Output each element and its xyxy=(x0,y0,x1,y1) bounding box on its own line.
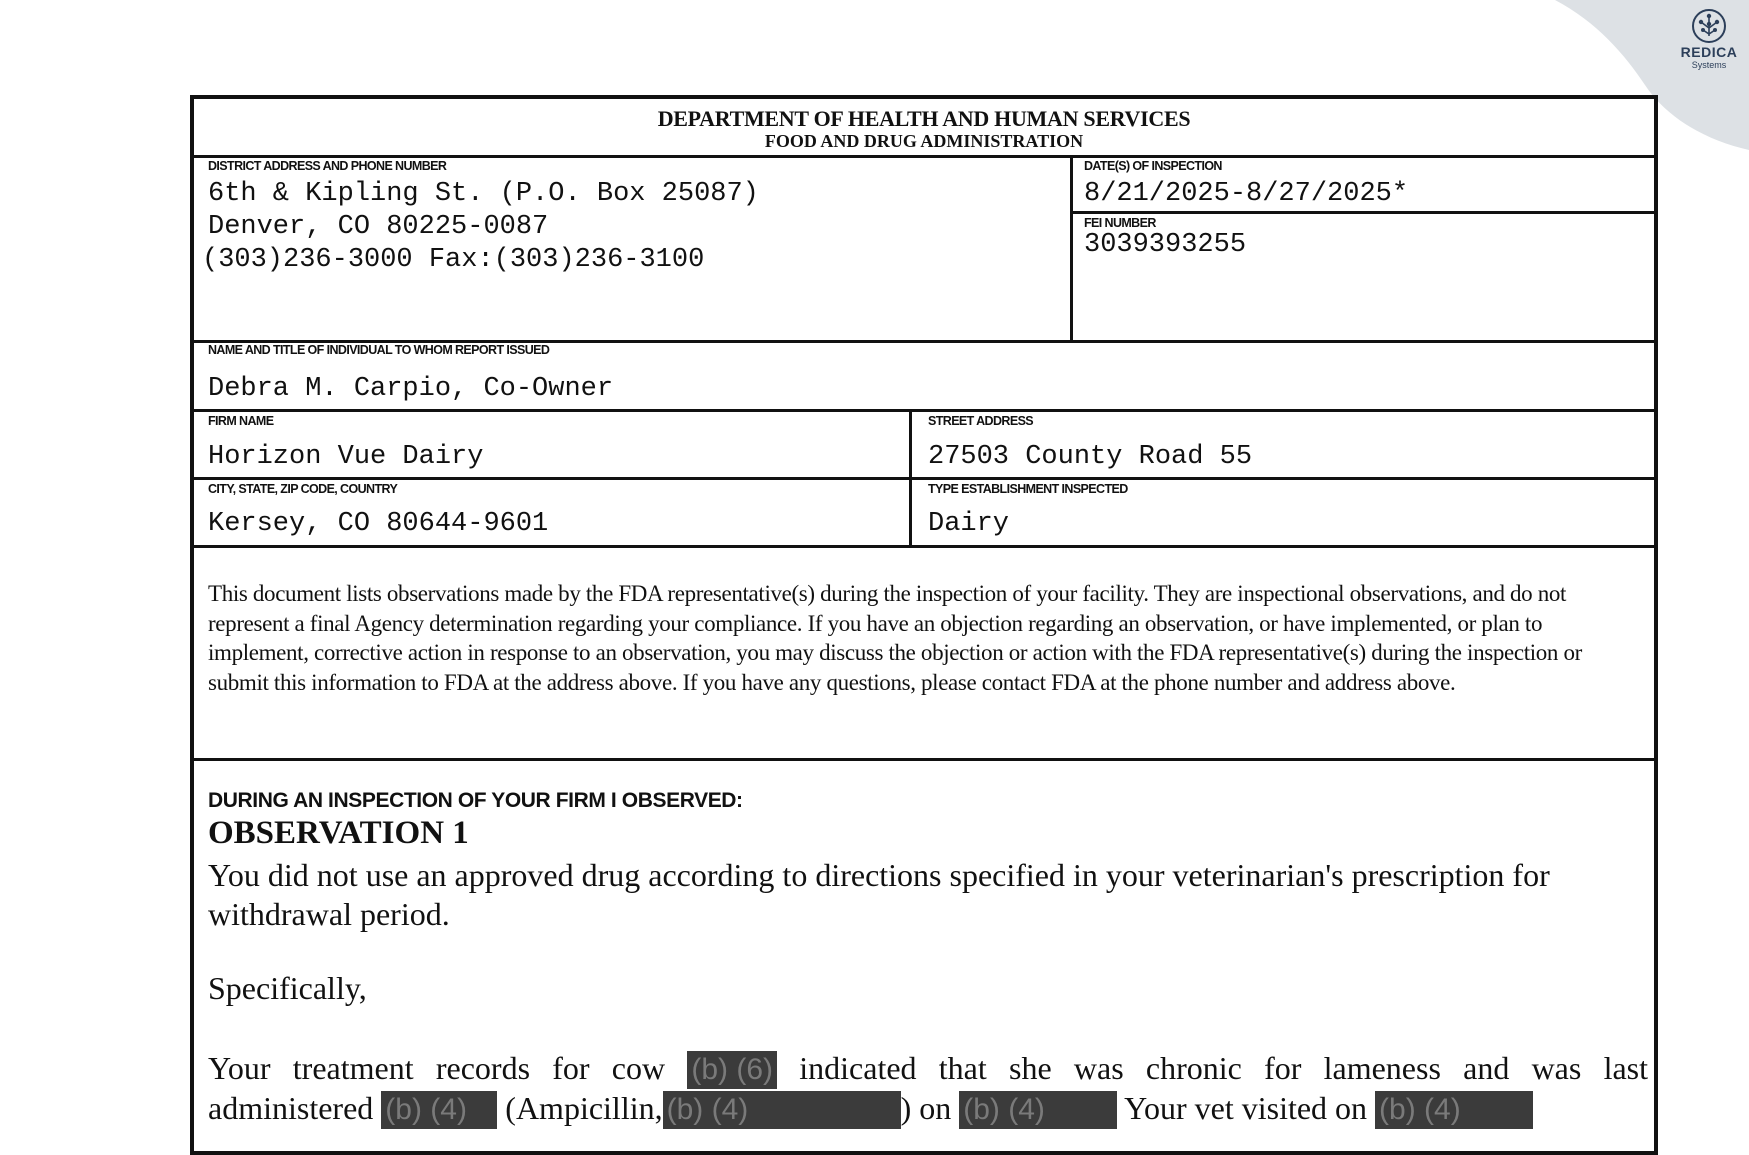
redaction-box: (b) (4) xyxy=(959,1091,1117,1129)
redaction-box: (b) (4) xyxy=(663,1091,901,1129)
detail-text: ) on xyxy=(900,1090,952,1126)
fei-number-label: FEI NUMBER xyxy=(1084,216,1156,230)
agency-heading: FOOD AND DRUG ADMINISTRATION xyxy=(764,131,1084,151)
detail-text: Your vet visited on xyxy=(1124,1090,1368,1126)
inspection-dates-value: 8/21/2025-8/27/2025* xyxy=(1084,179,1409,209)
district-phone: (303)236-3000 Fax:(303)236-3100 xyxy=(202,245,705,275)
establishment-value: Dairy xyxy=(928,509,1010,539)
brand-subtitle: Systems xyxy=(1691,60,1727,70)
divider xyxy=(194,477,1654,480)
city-value: Kersey, CO 80644-9601 xyxy=(208,509,549,539)
firm-name-label: FIRM NAME xyxy=(208,414,274,428)
city-label: CITY, STATE, ZIP CODE, COUNTRY xyxy=(208,482,398,496)
divider xyxy=(194,758,1654,761)
brand-name: REDICA xyxy=(1680,44,1738,60)
observation-detail-line1 xyxy=(208,1049,1648,1089)
redaction-box: (b) (6) xyxy=(687,1051,777,1089)
detail-text: (Ampicillin, xyxy=(505,1090,663,1126)
divider xyxy=(1070,211,1654,214)
detail-text: indicated that she was chronic for lameness and was last xyxy=(799,1050,1649,1086)
district-address-label: DISTRICT ADDRESS AND PHONE NUMBER xyxy=(208,159,447,173)
specifically-text: Specifically, xyxy=(208,970,367,1006)
redica-logo xyxy=(1672,8,1746,70)
observation-title: OBSERVATION 1 xyxy=(208,815,469,851)
detail-text: Your treatment records for cow xyxy=(208,1050,666,1086)
street-address-value: 27503 County Road 55 xyxy=(928,442,1253,472)
fda-483-form xyxy=(190,95,1658,1155)
redaction-box: (b) (4) xyxy=(1375,1091,1533,1129)
street-address-label: STREET ADDRESS xyxy=(928,414,1034,428)
divider xyxy=(194,545,1654,548)
disclaimer-paragraph: This document lists observations made by the FDA representative(s) during the inspection of your facility. They are inspectional observations, and do not represent a final Agency determination regarding your compliance. If you have an objection regarding an observation, or have implemented, or plan to implement, corrective action in response to an observation, you may discuss the objection or action with the FDA representative(s) during the inspection or submit this information to FDA at the address above. If you have any questions, please contact FDA at the phone number and address above. xyxy=(208,581,1582,695)
divider xyxy=(194,155,1654,158)
district-address-line1: 6th & Kipling St. (P.O. Box 25087) xyxy=(208,179,759,209)
district-address-line2: Denver, CO 80225-0087 xyxy=(208,212,549,242)
establishment-label: TYPE ESTABLISHMENT INSPECTED xyxy=(928,482,1128,496)
individual-label: NAME AND TITLE OF INDIVIDUAL TO WHOM REPORT ISSUED xyxy=(208,343,550,357)
inspection-dates-label: DATE(S) OF INSPECTION xyxy=(1084,159,1222,173)
observed-heading: DURING AN INSPECTION OF YOUR FIRM I OBSERVED: xyxy=(208,789,743,812)
fei-number-value: 3039393255 xyxy=(1084,230,1247,260)
network-tree-icon xyxy=(1690,8,1728,44)
detail-text: administered xyxy=(208,1090,374,1126)
divider xyxy=(1070,155,1073,341)
redaction-box: (b) (4) xyxy=(381,1091,497,1129)
observation-detail-line2 xyxy=(208,1089,1648,1129)
firm-name-value: Horizon Vue Dairy xyxy=(208,442,484,472)
observation-statement: You did not use an approved drug according to directions specified in your veterinarian's prescription for withdrawal period. xyxy=(208,857,1550,932)
department-heading: DEPARTMENT OF HEALTH AND HUMAN SERVICES xyxy=(657,106,1191,131)
individual-value: Debra M. Carpio, Co-Owner xyxy=(208,374,614,404)
divider xyxy=(194,409,1654,412)
